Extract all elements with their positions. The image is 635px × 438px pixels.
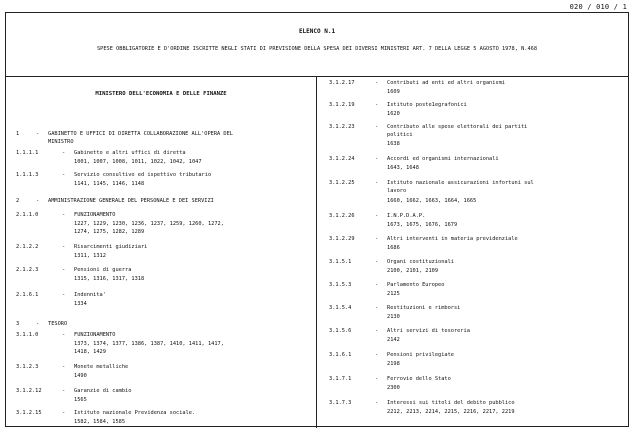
item-description: FUNZIONAMENTO <box>74 332 116 338</box>
item-chapters-continued: 1418, 1429 <box>74 349 106 355</box>
item-code: 2.1.6.1 <box>16 292 39 298</box>
item-chapters: 1582, 1584, 1585 <box>74 419 126 425</box>
item-chapters: 1141, 1145, 1146, 1148 <box>74 181 145 187</box>
item-code: 3.1.2.15 <box>16 410 42 416</box>
item-code: 3.1.2.17 <box>329 80 355 86</box>
separator: - <box>375 400 379 406</box>
separator: - <box>375 305 379 311</box>
item-code: 3.1.2.23 <box>329 124 355 130</box>
separator: - <box>62 364 66 370</box>
item-chapters: 2212, 2213, 2214, 2215, 2216, 2217, 2219 <box>387 409 515 415</box>
separator: - <box>375 180 379 186</box>
separator: - <box>375 282 379 288</box>
item-code: 3.1.2.26 <box>329 213 355 219</box>
item-code: 3.1.1.0 <box>16 332 39 338</box>
separator: - <box>375 259 379 265</box>
item-code: 1.1.1.1 <box>16 150 39 156</box>
separator: - <box>375 236 379 242</box>
item-code: 3.1.6.1 <box>329 352 352 358</box>
item-code: 3.1.2.19 <box>329 102 355 108</box>
item-description: Pensioni di guerra <box>74 267 132 273</box>
item-code: 3.1.5.6 <box>329 328 352 334</box>
document-frame <box>5 12 629 427</box>
separator: - <box>62 150 66 156</box>
ministry-heading: MINISTERO DELL'ECONOMIA E DELLE FINANZE <box>95 91 227 97</box>
item-description: Accordi ed organismi internazionali <box>387 156 499 162</box>
item-description: Altri servizi di tesoreria <box>387 328 470 334</box>
item-description: Servizio consultivo ed ispettivo tributario <box>74 172 212 178</box>
item-chapters: 1001, 1007, 1008, 1011, 1022, 1042, 1047 <box>74 159 202 165</box>
left-column <box>6 77 317 428</box>
document-header <box>6 13 628 77</box>
item-code: 3.1.5.4 <box>329 305 352 311</box>
section-code: 3 <box>16 321 20 327</box>
section-title: AMMINISTRAZIONE GENERALE DEL PERSONALE E DEI SERVIZI <box>48 198 214 204</box>
item-chapters: 1490 <box>74 373 87 379</box>
item-description: Risarcimenti giudiziari <box>74 244 148 250</box>
separator: - <box>62 410 66 416</box>
item-code: 3.1.2.29 <box>329 236 355 242</box>
item-code: 2.1.2.2 <box>16 244 39 250</box>
separator: - <box>36 198 40 204</box>
item-chapters: 1311, 1312 <box>74 253 106 259</box>
item-description: Interessi sui titoli del debito pubblico <box>387 400 515 406</box>
item-chapters: 1334 <box>74 301 87 307</box>
item-code: 3.1.7.3 <box>329 400 352 406</box>
item-description-continued: lavoro <box>387 188 407 194</box>
item-description: Garanzie di cambio <box>74 388 132 394</box>
item-code: 1.1.1.3 <box>16 172 39 178</box>
item-description: Restituzioni e rimborsi <box>387 305 461 311</box>
separator: - <box>62 292 66 298</box>
separator: - <box>375 213 379 219</box>
item-code: 3.1.2.25 <box>329 180 355 186</box>
separator: - <box>36 321 40 327</box>
separator: - <box>62 388 66 394</box>
item-chapters: 1673, 1675, 1676, 1679 <box>387 222 458 228</box>
item-description: Monete metalliche <box>74 364 129 370</box>
separator: - <box>62 212 66 218</box>
separator: - <box>62 172 66 178</box>
item-description: Istituto poste1egrafonici <box>387 102 467 108</box>
list-subtitle: SPESE OBBLIGATORIE E D'ORDINE ISCRITTE NEGLI STATI DI PREVISIONE DELLA SPESA DEI DIVERSI MINISTERI ART. 7 DELLA LEGGE 5 AGOSTO 1978, N.468 <box>96 46 538 52</box>
page-reference: 020 / 010 / 1 <box>569 3 627 11</box>
section-code: 2 <box>16 198 20 204</box>
item-chapters: 1315, 1316, 1317, 1318 <box>74 276 145 282</box>
section-title: GABINETTO E UFFICI DI DIRETTA COLLABORAZIONE ALL'OPERA DEL <box>48 131 233 137</box>
separator: - <box>36 131 40 137</box>
item-chapters: 1227, 1229, 1230, 1236, 1237, 1259, 1260, 1272, <box>74 221 224 227</box>
item-chapters: 1686 <box>387 245 400 251</box>
separator: - <box>375 80 379 86</box>
item-chapters: 1643, 1648 <box>387 165 419 171</box>
item-description: FUNZIONAMENTO <box>74 212 116 218</box>
item-chapters: 1660, 1662, 1663, 1664, 1665 <box>387 198 477 204</box>
item-code: 2.1.2.3 <box>16 267 39 273</box>
separator: - <box>62 332 66 338</box>
section-title-continued: MINISTRO <box>48 139 74 145</box>
item-description: Gabinetto e altri uffici di diretta <box>74 150 186 156</box>
item-description: Contributo alle spese elettorali dei partiti <box>387 124 528 130</box>
item-chapters: 1373, 1374, 1377, 1386, 1387, 1410, 1411, 1417, <box>74 341 224 347</box>
separator: - <box>375 124 379 130</box>
separator: - <box>375 102 379 108</box>
section-title: TESORO <box>48 321 68 327</box>
section-code: 1 <box>16 131 20 137</box>
item-code: 2.1.1.0 <box>16 212 39 218</box>
item-description: Ferrovie dello Stato <box>387 376 451 382</box>
item-chapters: 2300 <box>387 385 400 391</box>
separator: - <box>375 156 379 162</box>
item-description: Parlamento Europeo <box>387 282 445 288</box>
separator: - <box>62 267 66 273</box>
item-chapters: 1609 <box>387 89 400 95</box>
item-chapters: 2198 <box>387 361 400 367</box>
item-chapters-continued: 1274, 1275, 1282, 1289 <box>74 229 145 235</box>
item-chapters: 2142 <box>387 337 400 343</box>
item-description: Altri interventi in materia previdenziale <box>387 236 518 242</box>
item-code: 3.1.2.12 <box>16 388 42 394</box>
list-title: ELENCO N.1 <box>298 28 336 35</box>
item-description: Contributi ad enti ed altri organismi <box>387 80 505 86</box>
right-column <box>317 77 628 428</box>
item-code: 3.1.5.3 <box>329 282 352 288</box>
separator: - <box>375 352 379 358</box>
item-chapters: 1620 <box>387 111 400 117</box>
item-description: I.N.P.D.A.P. <box>387 213 426 219</box>
item-chapters: 2100, 2101, 2109 <box>387 268 439 274</box>
item-description-continued: politici <box>387 132 413 138</box>
item-chapters: 2130 <box>387 314 400 320</box>
item-description: Istituto nazionale Previdenza sociale. <box>74 410 196 416</box>
item-description: Indennita' <box>74 292 106 298</box>
item-description: Pensioni privilegiate <box>387 352 454 358</box>
item-code: 3.1.7.1 <box>329 376 352 382</box>
item-code: 3.1.2.24 <box>329 156 355 162</box>
separator: - <box>62 244 66 250</box>
item-chapters: 1638 <box>387 141 400 147</box>
separator: - <box>375 328 379 334</box>
item-code: 3.1.5.1 <box>329 259 352 265</box>
item-description: Istituto nazionale assicurazioni infortuni sul <box>387 180 534 186</box>
item-chapters: 1565 <box>74 397 87 403</box>
item-chapters: 2125 <box>387 291 400 297</box>
item-code: 3.1.2.3 <box>16 364 39 370</box>
separator: - <box>375 376 379 382</box>
item-description: Organi costituzionali <box>387 259 454 265</box>
